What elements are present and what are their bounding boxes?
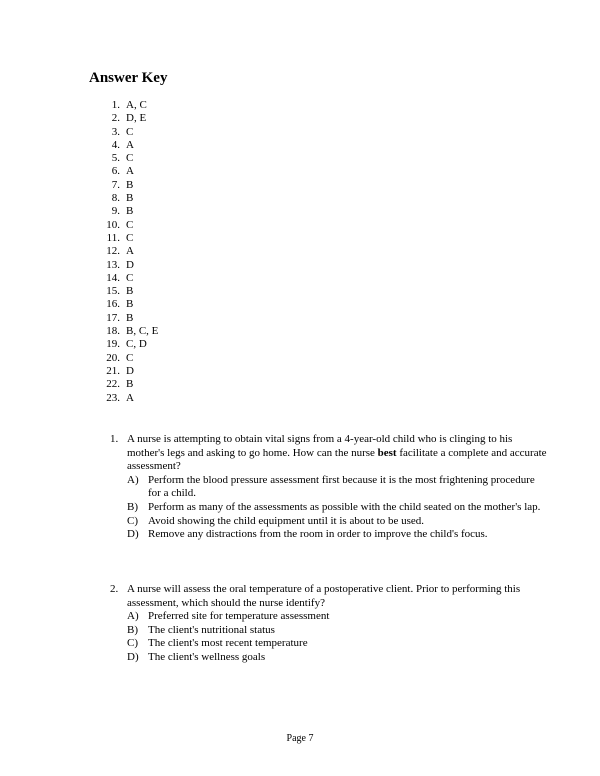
answer-item	[96, 312, 158, 325]
answer-number: 10.	[106, 218, 120, 231]
answer-value: A	[126, 138, 134, 151]
answer-value: A	[126, 245, 134, 258]
answer-number: 16.	[106, 298, 120, 311]
answer-number: 22.	[106, 378, 120, 391]
answer-number: 14.	[106, 271, 120, 284]
answer-number: 20.	[106, 351, 120, 364]
question-1	[110, 433, 550, 542]
answer-value: C	[126, 271, 134, 284]
answer-value: C	[126, 218, 134, 231]
answer-item	[96, 338, 158, 351]
answer-number: 19.	[106, 338, 120, 351]
answer-value: B, C, E	[126, 325, 159, 338]
question-2	[110, 583, 550, 665]
option: C) Avoid showing the child equipment until it is about to be used.	[127, 514, 424, 527]
answer-item	[96, 126, 158, 139]
answer-item	[96, 139, 158, 152]
answer-value: D	[126, 258, 134, 271]
question-number: 1.	[110, 433, 119, 445]
answer-item	[96, 378, 158, 391]
answer-number: 17.	[106, 311, 120, 324]
answer-value: B	[126, 205, 134, 218]
answer-value: A, C	[126, 99, 147, 111]
answer-value: D	[126, 364, 134, 377]
answer-number: 15.	[106, 285, 120, 298]
answer-item	[96, 152, 158, 165]
option: A) Perform the blood pressure assessment first because it is the most frightening procedure for a child.	[127, 473, 535, 500]
answer-value: C, D	[126, 338, 147, 351]
answer-value: C	[126, 351, 134, 364]
answer-number: 6.	[111, 165, 120, 178]
question-stem: A nurse is attempting to obtain vital signs from a 4-year-old child who is clinging to his mother's legs and asking to go home. How can the nurse best facilitate a complete and accurate assessment?	[127, 433, 547, 473]
answer-number: 21.	[106, 364, 120, 377]
option: C) The client's most recent temperature	[127, 637, 308, 650]
question-stem: A nurse will assess the oral temperature of a postoperative client. Prior to performing this assessment, which should the nurse identify?	[127, 583, 521, 609]
option: B) The client's nutritional status	[127, 623, 275, 636]
answer-number: 8.	[111, 192, 120, 205]
answer-number: 18.	[106, 325, 120, 338]
option: A) Preferred site for temperature assessment	[127, 610, 330, 623]
answer-list	[96, 99, 158, 405]
answer-item	[96, 285, 158, 298]
answer-value: C	[126, 125, 134, 138]
answer-item	[96, 298, 158, 311]
answer-number: 5.	[111, 152, 120, 165]
emphasis-word: best	[377, 446, 397, 459]
answer-number: 23.	[106, 391, 120, 404]
question-number: 2.	[110, 583, 119, 595]
answer-item	[96, 245, 158, 258]
answer-item	[96, 205, 158, 218]
option: B) Perform as many of the assessments as possible with the child seated on the mother's lap.	[127, 500, 541, 513]
answer-item	[96, 179, 158, 192]
answer-number: 7.	[111, 178, 120, 191]
answer-item	[96, 392, 158, 405]
answer-value: C	[126, 231, 134, 244]
answer-number: 12.	[106, 245, 120, 258]
answer-value: B	[126, 298, 134, 311]
answer-item	[96, 325, 158, 338]
option: D) Remove any distractions from the room in order to improve the child's focus.	[127, 528, 488, 541]
answer-value: B	[126, 378, 134, 391]
answer-value: B	[126, 285, 134, 298]
answer-item	[96, 165, 158, 178]
answer-number: 1.	[111, 99, 120, 111]
answer-item	[96, 192, 158, 205]
answer-item	[96, 99, 158, 112]
answer-key-title: Answer Key	[89, 70, 168, 86]
answer-item	[96, 272, 158, 285]
answer-value: B	[126, 311, 134, 324]
answer-item	[96, 259, 158, 272]
answer-value: A	[126, 165, 134, 178]
answer-item	[96, 365, 158, 378]
answer-number: 2.	[111, 112, 120, 125]
page-number: Page 7	[286, 733, 314, 744]
answer-value: B	[126, 178, 134, 191]
option: D) The client's wellness goals	[127, 650, 266, 663]
answer-item	[96, 112, 158, 125]
answer-value: C	[126, 152, 134, 165]
answer-item	[96, 232, 158, 245]
answer-item	[96, 219, 158, 232]
answer-number: 9.	[111, 205, 120, 218]
answer-item	[96, 352, 158, 365]
answer-number: 3.	[111, 125, 120, 138]
answer-value: B	[126, 192, 134, 205]
answer-number: 4.	[111, 138, 120, 151]
answer-number: 11.	[106, 231, 120, 244]
answer-value: A	[126, 391, 134, 404]
answer-number: 13.	[106, 258, 120, 271]
answer-value: D, E	[126, 112, 147, 125]
